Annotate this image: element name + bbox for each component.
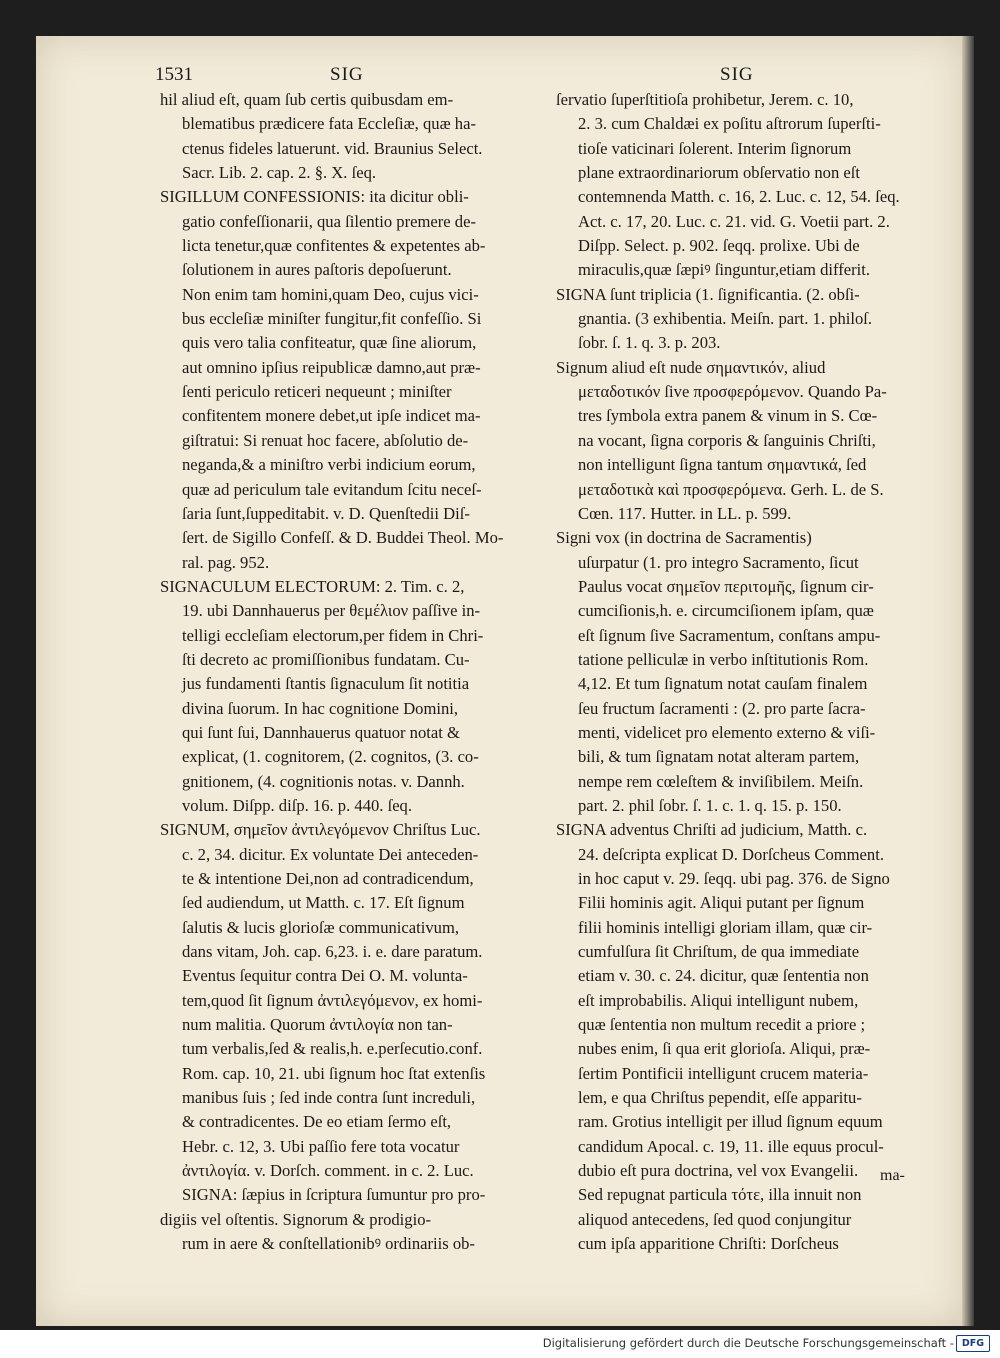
text-line: Sacr. Lib. 2. cap. 2. §. X. ſeq. [182, 163, 377, 183]
text-line: menti, videlicet pro elemento externo & viſi- [578, 722, 876, 742]
text-line: SIGNA adventus Chriſti ad judicium, Matth. c. [556, 820, 868, 840]
text-line: giſtratui: Si renuat hoc facere, abſolutio de- [182, 430, 469, 450]
text-line: Hebr. c. 12, 3. Ubi paſſio fere tota vocatur [182, 1136, 460, 1156]
text-line: te & intentione Dei,non ad contradicendum, [182, 869, 474, 888]
text-line: ſobr. ſ. 1. q. 3. p. 203. [578, 333, 721, 353]
dfg-logo: DFG [956, 1335, 990, 1352]
text-line: aut omnino ipſius reipublicæ damno,aut præ- [182, 357, 481, 377]
text-line: ſert. de Sigillo Confeſſ. & D. Buddei Theol. Mo- [182, 528, 504, 548]
text-line: dans vitam, Joh. cap. 6,23. i. e. dare paratum. [182, 942, 483, 962]
text-line: 2. 3. cum Chaldæi ex poſitu aſtrorum ſuperſti- [578, 114, 881, 134]
text-line: ſertim Pontificii intelligunt crucem materia- [578, 1063, 869, 1083]
text-line: gnantia. (3 exhibentia. Meiſn. part. 1. philoſ. [578, 309, 873, 329]
text-line: cum ipſa apparitione Chriſti: Dorſcheus [578, 1234, 839, 1254]
text-line: eſt improbabilis. Aliqui intelligunt nubem, [578, 990, 859, 1010]
text-line: miraculis,quæ ſæpiꝰ ſinguntur,etiam differit. [578, 260, 871, 280]
text-line: nubes enim, ſi qua erit glorioſa. Aliqui, præ- [578, 1039, 871, 1059]
page-edge [962, 36, 974, 1326]
text-line: candidum Apocal. c. 19, 11. ille equus procul- [578, 1136, 884, 1156]
text-line: eſt ſignum ſive Sacramentum, conſtans ampu- [578, 625, 881, 645]
text-line: uſurpatur (1. pro integro Sacramento, ſicut [578, 552, 859, 572]
text-line: 4,12. Et tum ſignatum notat cauſam finalem [578, 674, 868, 694]
text-line: bili, & tum ſignatam notat alteram partem, [578, 747, 860, 767]
text-line: ctenus fideles latuerunt. vid. Braunius Select. [182, 138, 483, 158]
text-line: SIGNUM, σημεῖον ἀντιλεγόμενον Chriſtus Luc. [160, 820, 481, 840]
page-number: 1531 [155, 64, 193, 85]
text-line: gatio confeſſionarii, qua ſilentio premere de- [182, 211, 476, 231]
text-line: Diſpp. Select. p. 902. ſeqq. prolixe. Ubi de [578, 236, 860, 256]
text-line: ram. Grotius intelligit per illud ſignum equum [578, 1112, 883, 1132]
text-line: manibus ſuis ; ſed inde contra ſunt increduli, [182, 1088, 476, 1108]
text-line: Act. c. 17, 20. Luc. c. 21. vid. G. Voetii part. 2. [578, 211, 890, 231]
text-line: neganda,& a miniſtro verbi indicium eorum, [182, 455, 476, 475]
text-line: jus fundamenti ſtantis ſignaculum ſit notitia [182, 674, 470, 694]
text-line: Eventus ſequitur contra Dei O. M. volunta- [182, 966, 468, 986]
text-line: confitentem monere debet,ut ipſe indicet ma- [182, 406, 481, 426]
text-line: explicat, (1. cognitorem, (2. cognitos, (3. co- [182, 747, 479, 767]
text-line: num malitia. Quorum ἀντιλογία non tan- [182, 1015, 453, 1035]
catchword: ma- [880, 1167, 905, 1184]
text-line: telligi eccleſiam electorum,per fidem in Chri- [182, 625, 484, 645]
text-line: quæ ad periculum tale evitandum ſcitu neceſ- [182, 479, 482, 499]
text-line: SIGNA: ſæpius in ſcriptura ſumuntur pro pro- [182, 1185, 486, 1205]
text-line: μεταδοτικόν ſive προσφερόμενον. Quando Pa- [578, 382, 887, 402]
text-line: gnitionem, (4. cognitionis notas. v. Dannh. [182, 771, 465, 791]
text-line: SIGNACULUM ELECTORUM: 2. Tim. c. 2, [160, 576, 465, 596]
text-line: etiam v. 30. c. 24. dicitur, quæ ſententia non [578, 966, 869, 986]
text-line: ſalutis & lucis glorioſæ communicativum, [182, 917, 459, 937]
text-line: digiis vel oſtentis. Signorum & prodigio- [160, 1209, 432, 1229]
text-line: tatione pelliculæ in verbo inſtitutionis Rom. [578, 649, 869, 669]
text-line: Signi vox (in doctrina de Sacramentis) [556, 528, 812, 548]
text-line: licta tenetur,quæ confitentes & expetentes ab- [182, 236, 486, 256]
text-line: volum. Diſpp. diſp. 16. p. 440. ſeq. [182, 795, 413, 815]
text-line: quis vero talia confiteatur, quæ ſine aliorum, [182, 333, 477, 353]
text-line: tioſe vaticinari ſolerent. Interim ſignorum [578, 138, 852, 158]
text-line: part. 2. phil ſobr. ſ. 1. c. 1. q. 15. p. 150. [578, 795, 842, 815]
text-line: hil aliud eſt, quam ſub certis quibusdam em- [160, 90, 454, 109]
text-line: aliquod antecedens, ſed quod conjungitur [578, 1209, 852, 1229]
text-line: divina ſuorum. In hac cognitione Domini, [182, 698, 459, 718]
text-line: tres ſymbola extra panem & vinum in S. Cœ- [578, 406, 878, 426]
text-line: lem, e qua Chriſtus pependit, eſſe apparitu- [578, 1088, 862, 1108]
text-line: ſed audiendum, ut Matth. c. 17. Eſt ſignum [182, 893, 465, 913]
text-line: dubio eſt pura doctrina, vel vox Evangelii. [578, 1161, 859, 1181]
text-line: na vocant, ſigna corporis & ſanguinis Chriſti, [578, 430, 876, 450]
text-line: in hoc caput v. 29. ſeqq. ubi pag. 376. de Signo [578, 869, 890, 888]
text-line: ſervatio ſuperſtitioſa prohibetur, Jerem. c. 10, [556, 90, 854, 109]
text-line: tem,quod ſit ſignum ἀντιλεγόμενον, ex homi- [182, 990, 483, 1010]
text-line: rum in aere & conſtellationibꝰ ordinariis ob- [182, 1234, 475, 1254]
text-line: filii hominis intelligi gloriam illam, quæ cir- [578, 917, 873, 937]
text-line: cumciſionis,h. e. circumciſionem ipſam, quæ [578, 601, 874, 621]
text-line: SIGNA ſunt triplicia (1. ſignificantia. (2. obſi- [556, 284, 860, 304]
text-line: blematibus prædicere fata Eccleſiæ, quæ ha- [182, 114, 476, 134]
text-line: Cœn. 117. Hutter. in LL. p. 599. [578, 503, 792, 523]
text-line: bus eccleſiæ miniſter fungitur,fit confeſſio. Si [182, 309, 482, 329]
running-head-right: SIG [720, 64, 754, 85]
text-line: Non enim tam homini,quam Deo, cujus vici- [182, 284, 479, 304]
text-line: Paulus vocat σημεῖον περιτομῆς, ſignum cir- [578, 576, 874, 596]
text-line: Rom. cap. 10, 21. ubi ſignum hoc ſtat extenſis [182, 1063, 486, 1083]
text-line: cumfulſura ſit Chriſtum, de qua immediate [578, 942, 860, 962]
text-line: ſenti periculo reticeri nequeunt ; miniſter [182, 382, 452, 402]
text-line: plane extraordinariorum obſervatio non eſt [578, 163, 860, 183]
funding-notice: Digitalisierung gefördert durch die Deutsche Forschungsgemeinschaft - [542, 1336, 954, 1350]
text-line: quæ ſententia non multum recedit a priore ; [578, 1015, 866, 1035]
text-line: non intelligunt ſigna tantum σημαντικά, ſed [578, 455, 867, 475]
text-line: ἀντιλογία. v. Dorſch. comment. in c. 2. Luc. [182, 1161, 474, 1181]
text-line: 24. deſcripta explicat D. Dorſcheus Comment. [578, 844, 884, 864]
text-line: Sed repugnat particula τότε, illa innuit non [578, 1185, 862, 1205]
footer-bar [0, 1330, 1000, 1358]
text-line: Filii hominis agit. Aliqui putant per ſignum [578, 893, 865, 913]
text-line: contemnenda Matth. c. 16, 2. Luc. c. 12, 54. ſeq. [578, 187, 900, 207]
text-line: SIGILLUM CONFESSIONIS: ita dicitur obli- [160, 187, 469, 207]
text-line: ſolutionem in aures paſtoris depoſuerunt. [182, 260, 452, 280]
running-head-left: SIG [330, 64, 364, 85]
right-text-column [556, 88, 936, 1257]
text-line: 19. ubi Dannhauerus per θεμέλιον paſſive in- [182, 601, 481, 621]
text-line: c. 2, 34. dicitur. Ex voluntate Dei anteceden- [182, 844, 479, 864]
text-line: nempe rem cœleſtem & inviſibilem. Meiſn. [578, 771, 864, 791]
text-line: & contradicentes. De eo etiam ſermo eſt, [182, 1112, 452, 1132]
text-line: tum verbalis,ſed & realis,h. e.perſecutio.conf. [182, 1039, 483, 1059]
left-text-column [160, 88, 540, 1257]
text-line: μεταδοτικὰ καὶ προσφερόμενα. Gerh. L. de S. [578, 479, 884, 499]
text-line: qui ſunt ſui, Dannhauerus quatuor notat & [182, 722, 460, 742]
text-line: Signum aliud eſt nude σημαντικόν, aliud [556, 357, 826, 377]
text-line: ſti decreto ac promiſſionibus fundatam. Cu- [182, 649, 470, 669]
text-line: ſaria ſunt,ſuppeditabit. v. D. Quenſtedii Diſ- [182, 503, 470, 523]
text-line: ſeu fructum ſacramenti : (2. pro parte ſacra- [578, 698, 866, 718]
text-line: ral. pag. 952. [182, 552, 270, 572]
